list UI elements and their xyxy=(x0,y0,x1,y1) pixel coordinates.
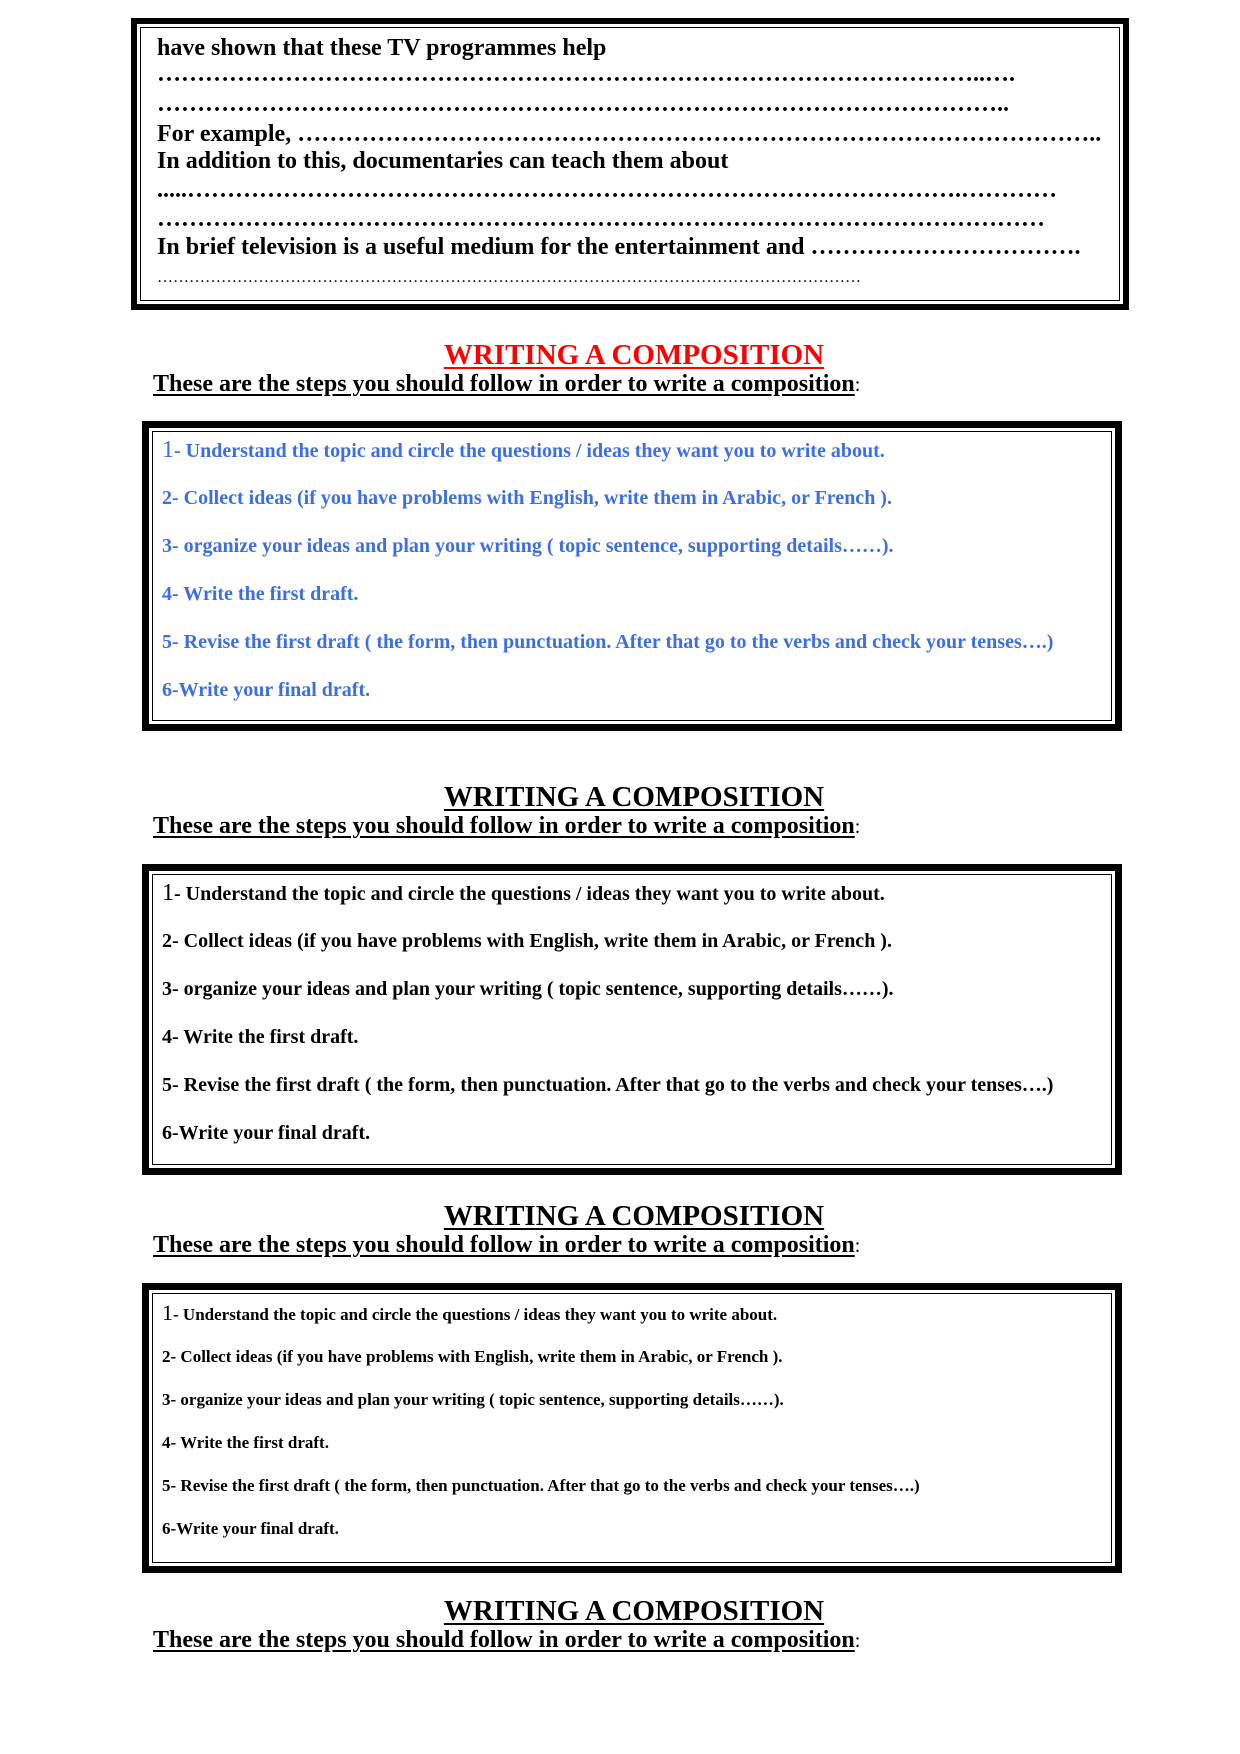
section-1-title: WRITING A COMPOSITION xyxy=(443,339,825,371)
section-3-subtitle xyxy=(153,1231,860,1260)
section-2-step-5: 5- Revise the first draft ( the form, then punctuation. After that go to the verbs and check your tenses….) xyxy=(162,1074,1054,1096)
section-1-subtitle xyxy=(153,370,860,399)
section-2-step-3: 3- organize your ideas and plan your writing ( topic sentence, supporting details……). xyxy=(162,978,894,1000)
section-2-step-2: 2- Collect ideas (if you have problems with English, write them in Arabic, or French ). xyxy=(162,930,892,952)
section-4-colon: : xyxy=(854,1630,861,1652)
section-3-title: WRITING A COMPOSITION xyxy=(443,1200,825,1232)
section-1-step-1-text: - Understand the topic and circle the questions / ideas they want you to write about. xyxy=(174,440,885,462)
section-1-colon: : xyxy=(854,374,861,396)
section-1-step-2: 2- Collect ideas (if you have problems with English, write them in Arabic, or French ). xyxy=(162,487,892,509)
essay-line-1: have shown that these TV programmes help xyxy=(157,35,607,61)
section-2-steps-box xyxy=(142,864,1122,1175)
essay-line-for-example: For example, ……………………………………………………………………………………….. xyxy=(157,121,1102,147)
section-4-subtitle xyxy=(153,1626,860,1655)
section-2-steps-inner-border xyxy=(152,874,1112,1165)
section-3-step-5: 5- Revise the first draft ( the form, then punctuation. After that go to the verbs and check your tenses….) xyxy=(162,1476,920,1495)
section-2-subtitle-text: These are the steps you should follow in order to write a composition xyxy=(153,813,855,839)
section-3-step-1-number: 1 xyxy=(162,1300,173,1325)
essay-line-in-brief: In brief television is a useful medium for the entertainment and ……………………………. xyxy=(157,234,1081,260)
section-1-step-4: 4- Write the first draft. xyxy=(162,583,359,605)
section-1-step-1 xyxy=(162,438,885,463)
section-3-step-4: 4- Write the first draft. xyxy=(162,1433,329,1452)
section-2-colon: : xyxy=(854,816,861,838)
section-3-steps-box xyxy=(142,1283,1122,1573)
section-1-step-6: 6-Write your final draft. xyxy=(162,679,371,701)
section-4-subtitle-text: These are the steps you should follow in order to write a composition xyxy=(153,1627,855,1653)
section-2-step-4: 4- Write the first draft. xyxy=(162,1026,359,1048)
section-3-colon: : xyxy=(854,1235,861,1257)
section-3-step-3: 3- organize your ideas and plan your writing ( topic sentence, supporting details……). xyxy=(162,1390,784,1409)
section-4-title: WRITING A COMPOSITION xyxy=(443,1595,825,1627)
section-1-steps-box xyxy=(142,421,1122,731)
essay-dotted-line-3: …………………………………………………………………………………………….. xyxy=(157,91,1009,117)
section-1-steps-inner-border xyxy=(152,431,1112,721)
essay-frame-inner-border xyxy=(140,27,1120,301)
essay-dotted-line-9: …………………………………………………………………………………………………………………… xyxy=(157,269,861,286)
section-2-title: WRITING A COMPOSITION xyxy=(443,781,825,813)
section-2-step-1 xyxy=(162,881,885,906)
section-2-step-1-number: 1 xyxy=(162,880,174,906)
section-1-subtitle-text: These are the steps you should follow in order to write a composition xyxy=(153,371,855,397)
section-1-step-3: 3- organize your ideas and plan your writing ( topic sentence, supporting details……). xyxy=(162,535,894,557)
section-2-subtitle xyxy=(153,812,860,841)
essay-dotted-line-6: .....…………………………………………………………………………………….………… xyxy=(157,177,1057,203)
section-1-step-5: 5- Revise the first draft ( the form, then punctuation. After that go to the verbs and check your tenses….) xyxy=(162,631,1054,653)
section-3-step-6: 6-Write your final draft. xyxy=(162,1519,339,1538)
section-1-step-1-number: 1 xyxy=(162,437,174,463)
essay-dotted-line-7: ………………………………………………………………………………………………… xyxy=(157,206,1045,232)
essay-line-documentaries: In addition to this, documentaries can teach them about xyxy=(157,148,729,174)
section-3-step-2: 2- Collect ideas (if you have problems with English, write them in Arabic, or French ). xyxy=(162,1347,783,1366)
essay-dotted-line-2: …………………………………………………………………………………………..…. xyxy=(157,61,1015,87)
section-3-step-1 xyxy=(162,1302,777,1326)
section-2-step-1-text: - Understand the topic and circle the questions / ideas they want you to write about. xyxy=(174,883,885,905)
section-2-step-6: 6-Write your final draft. xyxy=(162,1122,371,1144)
section-3-step-1-text: - Understand the topic and circle the questions / ideas they want you to write about. xyxy=(173,1305,778,1324)
section-3-steps-inner-border xyxy=(152,1293,1112,1563)
essay-frame-box xyxy=(131,18,1129,310)
section-3-subtitle-text: These are the steps you should follow in order to write a composition xyxy=(153,1232,855,1258)
